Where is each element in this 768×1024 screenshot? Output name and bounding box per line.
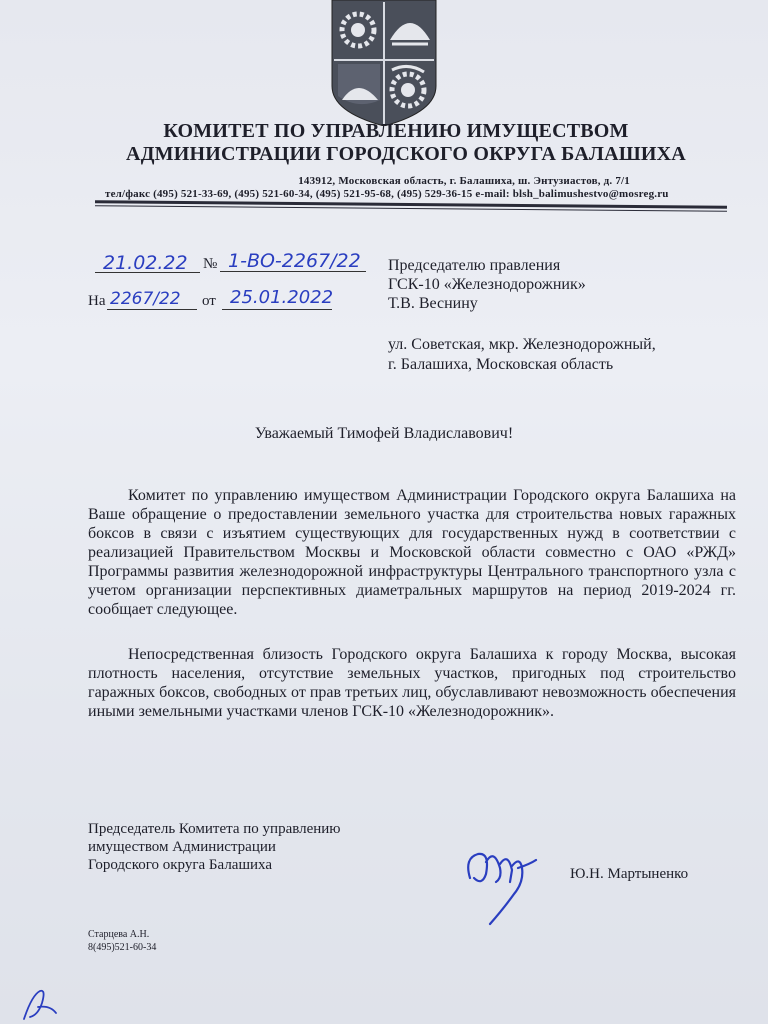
- outgoing-number: 1-ВО-2267/22: [228, 250, 361, 272]
- executor-name: Старцева А.Н.: [88, 929, 150, 940]
- signatory-title-line2: имуществом Администрации: [88, 839, 276, 855]
- corner-initials-mark: [20, 985, 60, 1024]
- date-underline: [95, 272, 200, 273]
- signatory-name: Ю.Н. Мартыненко: [570, 866, 689, 882]
- executor-phone: 8(495)521-60-34: [88, 942, 157, 953]
- recipient-address-line2: г. Балашиха, Московская область: [388, 356, 614, 373]
- recipient-title: Председателю правления: [388, 257, 561, 274]
- incoming-date-underline: [222, 309, 332, 310]
- greeting: Уважаемый Тимофей Владиславович!: [254, 425, 514, 442]
- recipient-address-line1: ул. Советская, мкр. Железнодорожный,: [388, 336, 656, 353]
- outgoing-date: 21.02.22: [103, 252, 188, 274]
- signatory-title-line3: Городского округа Балашиха: [88, 857, 272, 873]
- committee-name-line1: КОМИТЕТ ПО УПРАВЛЕНИЮ ИМУЩЕСТВОМ: [163, 120, 629, 142]
- signatory-title-line1: Председатель Комитета по управлению: [88, 821, 341, 837]
- from-label: от: [202, 293, 216, 309]
- body-paragraph-1: Комитет по управлению имуществом Администрации Городского округа Балашиха на Ваше обращение о предоставлении земельного участка для строительства новых гаражных боксов в связи с изъятием существующих для государственных нужд в соответствии с реализацией Правительством Москвы и Московской области совместно с ОАО «РЖД» Программы развития железнодорожной инфраструктуры Центрального транспортного узла с учетом организации перспективных диаметральных маршрутов на период 2019-2024 гг. сообщает следующее.: [88, 487, 736, 618]
- number-label: №: [203, 256, 218, 272]
- recipient-name: Т.В. Веснину: [388, 295, 478, 312]
- coat-of-arms-emblem: [328, 0, 440, 126]
- body-paragraph-2: Непосредственная близость Городского округа Балашиха к городу Москва, высокая плотность населения, отсутствие земельных участков, пригодных под строительство гаражных боксов, свободных от прав третьих лиц, обуславливают невозможность обеспечения иными земельными участками членов ГСК-10 «Железнодорожник».: [88, 646, 736, 720]
- in-reply-label: На: [88, 293, 106, 309]
- incoming-date: 25.01.2022: [230, 287, 334, 308]
- number-underline: [220, 271, 366, 272]
- incoming-number: 2267/22: [110, 289, 181, 309]
- committee-name-line2: АДМИНИСТРАЦИИ ГОРОДСКОГО ОКРУГА БАЛАШИХА: [126, 143, 686, 165]
- committee-address: 143912, Московская область, г. Балашиха, ш. Энтузиастов, д. 7/1: [298, 175, 630, 187]
- incoming-number-underline: [107, 309, 197, 310]
- committee-contacts: тел/факс (495) 521-33-69, (495) 521-60-34, (495) 521-95-68, (495) 529-36-15 e-mail: blsh_balimushestvo@mosreg.ru: [105, 188, 669, 200]
- handwritten-signature: [460, 838, 550, 928]
- recipient-organization: ГСК-10 «Железнодорожник»: [388, 276, 586, 293]
